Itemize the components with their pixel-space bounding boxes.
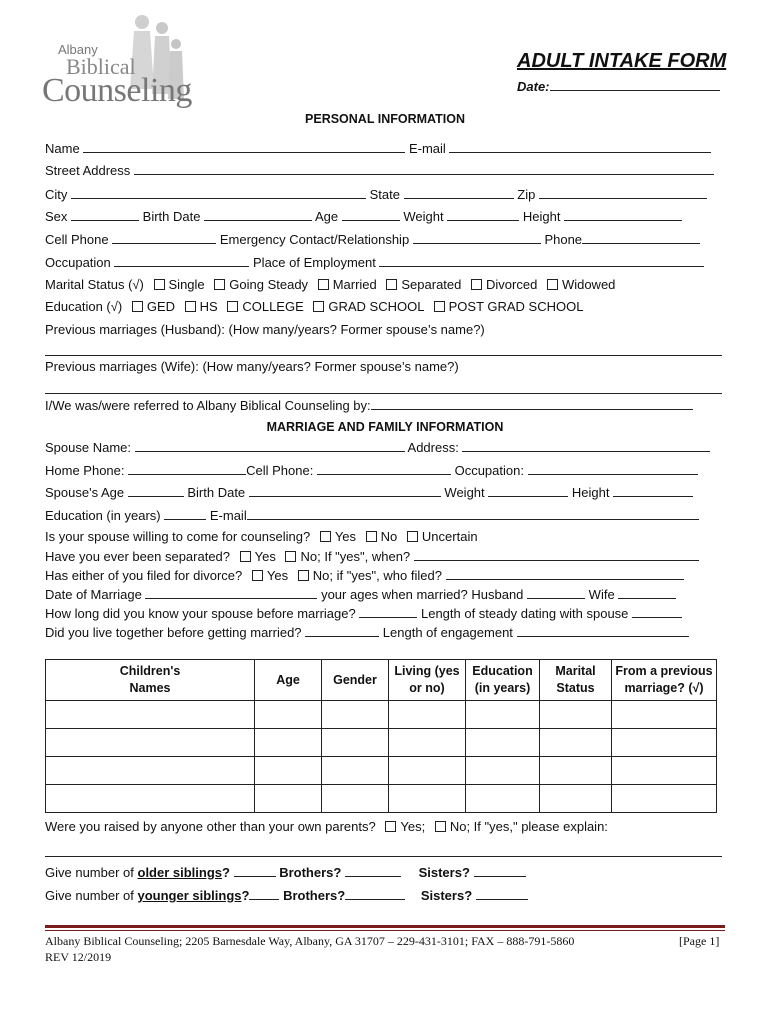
marital-divorced-checkbox[interactable] xyxy=(471,279,482,290)
row-occupation xyxy=(45,254,704,271)
willing-yes: Yes xyxy=(334,529,357,544)
spouse-height-label: Height xyxy=(571,485,610,500)
emergency-field[interactable] xyxy=(413,231,541,244)
spouse-edu-label: Education (in years) xyxy=(45,508,161,523)
row-street xyxy=(45,162,714,179)
opt-ged: GED xyxy=(146,299,176,314)
spouse-birth-label: Birth Date xyxy=(187,485,246,500)
page-number: [Page 1] xyxy=(679,934,720,948)
form-title: ADULT INTAKE FORM xyxy=(517,50,727,72)
row-separated xyxy=(45,548,699,565)
row-divorce xyxy=(45,567,684,584)
older-sisters-field[interactable] xyxy=(474,864,526,877)
separated-no-checkbox[interactable] xyxy=(285,551,296,562)
spouse-email-field[interactable] xyxy=(247,507,699,520)
footer-address: Albany Biblical Counseling; 2205 Barnesdale Way, Albany, GA 31707 – 229-431-3101; FAX – 888-791-5860 xyxy=(45,934,575,948)
table-row xyxy=(46,757,717,785)
prev-wife-field[interactable] xyxy=(45,393,722,394)
spouse-email-label: E-mail xyxy=(209,508,247,523)
separated-no: No; If "yes", when? xyxy=(300,549,411,564)
name-field[interactable] xyxy=(83,140,405,153)
willing-yes-checkbox[interactable] xyxy=(320,531,331,542)
spouse-occupation-field[interactable] xyxy=(528,462,698,475)
sex-label: Sex xyxy=(45,209,68,224)
age-field[interactable] xyxy=(342,208,400,221)
opt-divorced: Divorced xyxy=(486,277,538,292)
sex-field[interactable] xyxy=(71,208,139,221)
city-label: City xyxy=(45,187,68,202)
separated-yes-checkbox[interactable] xyxy=(240,551,251,562)
street-field[interactable] xyxy=(134,162,714,175)
spouse-age-label: Spouse's Age xyxy=(45,485,125,500)
footer-rule-thin xyxy=(45,930,725,931)
younger-sisters-field[interactable] xyxy=(476,887,528,900)
opt-separated: Separated xyxy=(401,277,462,292)
table-header-row xyxy=(46,660,717,701)
referred-field[interactable] xyxy=(371,397,693,410)
col-gender: Gender xyxy=(322,660,389,701)
phone-label: Phone xyxy=(544,232,583,247)
row-name xyxy=(45,140,711,157)
row-younger-siblings xyxy=(45,887,528,904)
col-children-names: Children's Names xyxy=(46,660,255,701)
address-label: Address: xyxy=(407,440,459,455)
prev-husband-field[interactable] xyxy=(45,355,722,356)
spouse-edu-field[interactable] xyxy=(164,507,206,520)
divorce-no-checkbox[interactable] xyxy=(298,570,309,581)
referred-label: I/We was/were referred to Albany Biblical Counseling by: xyxy=(45,398,371,413)
date-line xyxy=(517,78,720,94)
divorce-no: No; if "yes", who filed? xyxy=(312,568,442,583)
table-row xyxy=(46,701,717,729)
older-brothers-field[interactable] xyxy=(345,864,401,877)
younger-siblings-label: younger siblings xyxy=(137,888,242,903)
divorce-label: Has either of you filed for divorce? xyxy=(45,568,243,583)
col-previous-marriage: From a previous marriage? (√) xyxy=(612,660,717,701)
col-marital: Marital Status xyxy=(540,660,612,701)
occupation-label: Occupation xyxy=(45,255,111,270)
edu-hs-checkbox[interactable] xyxy=(185,301,196,312)
row-live-together xyxy=(45,624,689,641)
employment-field[interactable] xyxy=(379,254,704,267)
marital-widowed-checkbox[interactable] xyxy=(547,279,558,290)
col-living: Living (yes or no) xyxy=(389,660,466,701)
name-label: Name xyxy=(45,141,80,156)
younger-brothers-field[interactable] xyxy=(345,887,405,900)
spouse-name-field[interactable] xyxy=(135,439,405,452)
row-older-siblings xyxy=(45,864,526,881)
marriage-heading: MARRIAGE AND FAMILY INFORMATION xyxy=(266,420,504,434)
row-marital xyxy=(45,277,615,293)
ages-married-label: your ages when married? Husband xyxy=(321,587,524,602)
live-together-field[interactable] xyxy=(305,624,379,637)
spouse-name-label: Spouse Name: xyxy=(45,440,131,455)
height-field[interactable] xyxy=(564,208,682,221)
raised-no-checkbox[interactable] xyxy=(435,821,446,832)
date-label: Date: xyxy=(517,79,550,94)
spouse-weight-field[interactable] xyxy=(488,484,568,497)
row-referred xyxy=(45,397,693,414)
marital-steady-checkbox[interactable] xyxy=(214,279,225,290)
email-label: E-mail xyxy=(408,141,446,156)
separated-label: Have you ever been separated? xyxy=(45,549,231,564)
willing-uncertain: Uncertain xyxy=(421,529,478,544)
younger-pre: Give number of xyxy=(45,888,138,903)
how-long-field[interactable] xyxy=(359,605,417,618)
edu-ged-checkbox[interactable] xyxy=(132,301,143,312)
opt-postgrad: POST GRAD SCHOOL xyxy=(448,299,584,314)
older-brothers-label: Brothers? xyxy=(279,865,342,880)
willing-no: No xyxy=(380,529,398,544)
age-label: Age xyxy=(315,209,339,224)
col-age: Age xyxy=(255,660,322,701)
date-field[interactable] xyxy=(550,78,720,91)
opt-hs: HS xyxy=(199,299,218,314)
divorce-who-field[interactable] xyxy=(446,567,684,580)
logo-line3: Counseling xyxy=(42,72,192,109)
logo-line1: Albany xyxy=(58,42,98,57)
willing-no-checkbox[interactable] xyxy=(366,531,377,542)
street-label: Street Address xyxy=(45,163,131,178)
row-date-marriage xyxy=(45,586,676,603)
marital-label: Marital Status (√) xyxy=(45,277,144,292)
date-marriage-field[interactable] xyxy=(145,586,317,599)
younger-sisters-label: Sisters? xyxy=(420,888,473,903)
raised-label: Were you raised by anyone other than your own parents? xyxy=(45,819,376,834)
marital-married-checkbox[interactable] xyxy=(318,279,329,290)
separated-when-field[interactable] xyxy=(414,548,699,561)
height-label: Height xyxy=(522,209,561,224)
spouse-weight-label: Weight xyxy=(444,485,485,500)
steady-field[interactable] xyxy=(632,605,682,618)
older-pre: Give number of xyxy=(45,865,138,880)
weight-label: Weight xyxy=(403,209,444,224)
logo xyxy=(40,14,200,114)
zip-field[interactable] xyxy=(539,186,707,199)
footer-rev: REV 12/2019 xyxy=(45,950,112,964)
table-row xyxy=(46,729,717,757)
opt-single: Single xyxy=(168,277,205,292)
willing-label: Is your spouse willing to come for counseling? xyxy=(45,529,311,544)
raised-no: No; If "yes," please explain: xyxy=(449,819,608,834)
birth-date-label: Birth Date xyxy=(142,209,201,224)
row-sex xyxy=(45,208,682,225)
zip-label: Zip xyxy=(517,187,536,202)
occupation-field[interactable] xyxy=(114,254,249,267)
personal-heading: PERSONAL INFORMATION xyxy=(305,112,465,126)
younger-q: ? xyxy=(241,888,250,903)
col-education: Education (in years) xyxy=(466,660,540,701)
weight-field[interactable] xyxy=(447,208,519,221)
younger-brothers-label: Brothers? xyxy=(283,888,346,903)
row-spouse-edu xyxy=(45,507,699,524)
row-raised xyxy=(45,819,608,835)
email-field[interactable] xyxy=(449,140,711,153)
engagement-label: Length of engagement xyxy=(382,625,513,640)
raised-yes: Yes; xyxy=(400,819,426,834)
edu-college-checkbox[interactable] xyxy=(227,301,238,312)
prev-husband-label: Previous marriages (Husband): (How many/years? Former spouse’s name?) xyxy=(45,322,485,337)
children-table xyxy=(45,659,717,813)
spouse-cell-label: Cell Phone: xyxy=(246,463,314,478)
cell-phone-field[interactable] xyxy=(112,231,216,244)
opt-married: Married xyxy=(332,277,377,292)
older-q: ? xyxy=(222,865,230,880)
divorce-yes: Yes xyxy=(266,568,289,583)
husband-age-field[interactable] xyxy=(527,586,585,599)
row-willing xyxy=(45,529,478,545)
how-long-label: How long did you know your spouse before marriage? xyxy=(45,606,356,621)
logo-line2: Biblical xyxy=(66,54,136,79)
footer-rule xyxy=(45,925,725,928)
cell-phone-label: Cell Phone xyxy=(45,232,109,247)
spouse-occupation-label: Occupation: xyxy=(454,463,524,478)
steady-label: Length of steady dating with spouse xyxy=(420,606,629,621)
state-field[interactable] xyxy=(404,186,514,199)
employment-label: Place of Employment xyxy=(253,255,376,270)
row-how-long xyxy=(45,605,682,622)
phone-field[interactable] xyxy=(582,231,700,244)
edu-grad-checkbox[interactable] xyxy=(313,301,324,312)
willing-uncertain-checkbox[interactable] xyxy=(407,531,418,542)
row-education xyxy=(45,299,583,315)
date-marriage-label: Date of Marriage xyxy=(45,587,142,602)
wife-label: Wife xyxy=(588,587,615,602)
spouse-cell-field[interactable] xyxy=(317,462,451,475)
older-sisters-label: Sisters? xyxy=(418,865,470,880)
home-phone-label: Home Phone: xyxy=(45,463,125,478)
spouse-age-field[interactable] xyxy=(128,484,184,497)
home-phone-field[interactable] xyxy=(128,462,246,475)
row-cell xyxy=(45,231,700,248)
edu-postgrad-checkbox[interactable] xyxy=(434,301,445,312)
row-spouse xyxy=(45,439,710,456)
spouse-birth-field[interactable] xyxy=(249,484,441,497)
opt-widowed: Widowed xyxy=(561,277,616,292)
opt-college: COLLEGE xyxy=(242,299,304,314)
address-field[interactable] xyxy=(462,439,710,452)
marital-separated-checkbox[interactable] xyxy=(386,279,397,290)
city-field[interactable] xyxy=(71,186,366,199)
opt-grad: GRAD SCHOOL xyxy=(328,299,424,314)
wife-age-field[interactable] xyxy=(618,586,676,599)
education-label: Education (√) xyxy=(45,299,123,314)
younger-count-field[interactable] xyxy=(249,887,279,900)
state-label: State xyxy=(369,187,400,202)
row-city xyxy=(45,186,707,203)
spouse-height-field[interactable] xyxy=(613,484,693,497)
row-phones xyxy=(45,462,698,479)
older-siblings-label: older siblings xyxy=(137,865,223,880)
prev-wife-label: Previous marriages (Wife): (How many/years? Former spouse’s name?) xyxy=(45,359,459,374)
birth-date-field[interactable] xyxy=(204,208,312,221)
separated-yes: Yes xyxy=(254,549,276,564)
divorce-yes-checkbox[interactable] xyxy=(252,570,263,581)
emergency-label: Emergency Contact/Relationship xyxy=(219,232,410,247)
raised-explain-field[interactable] xyxy=(45,856,722,857)
table-row xyxy=(46,785,717,813)
marital-single-checkbox[interactable] xyxy=(154,279,165,290)
row-spouse-age xyxy=(45,484,693,501)
live-together-label: Did you live together before getting married? xyxy=(45,625,302,640)
opt-steady: Going Steady xyxy=(229,277,309,292)
engagement-field[interactable] xyxy=(517,624,689,637)
raised-yes-checkbox[interactable] xyxy=(385,821,396,832)
older-count-field[interactable] xyxy=(234,864,276,877)
